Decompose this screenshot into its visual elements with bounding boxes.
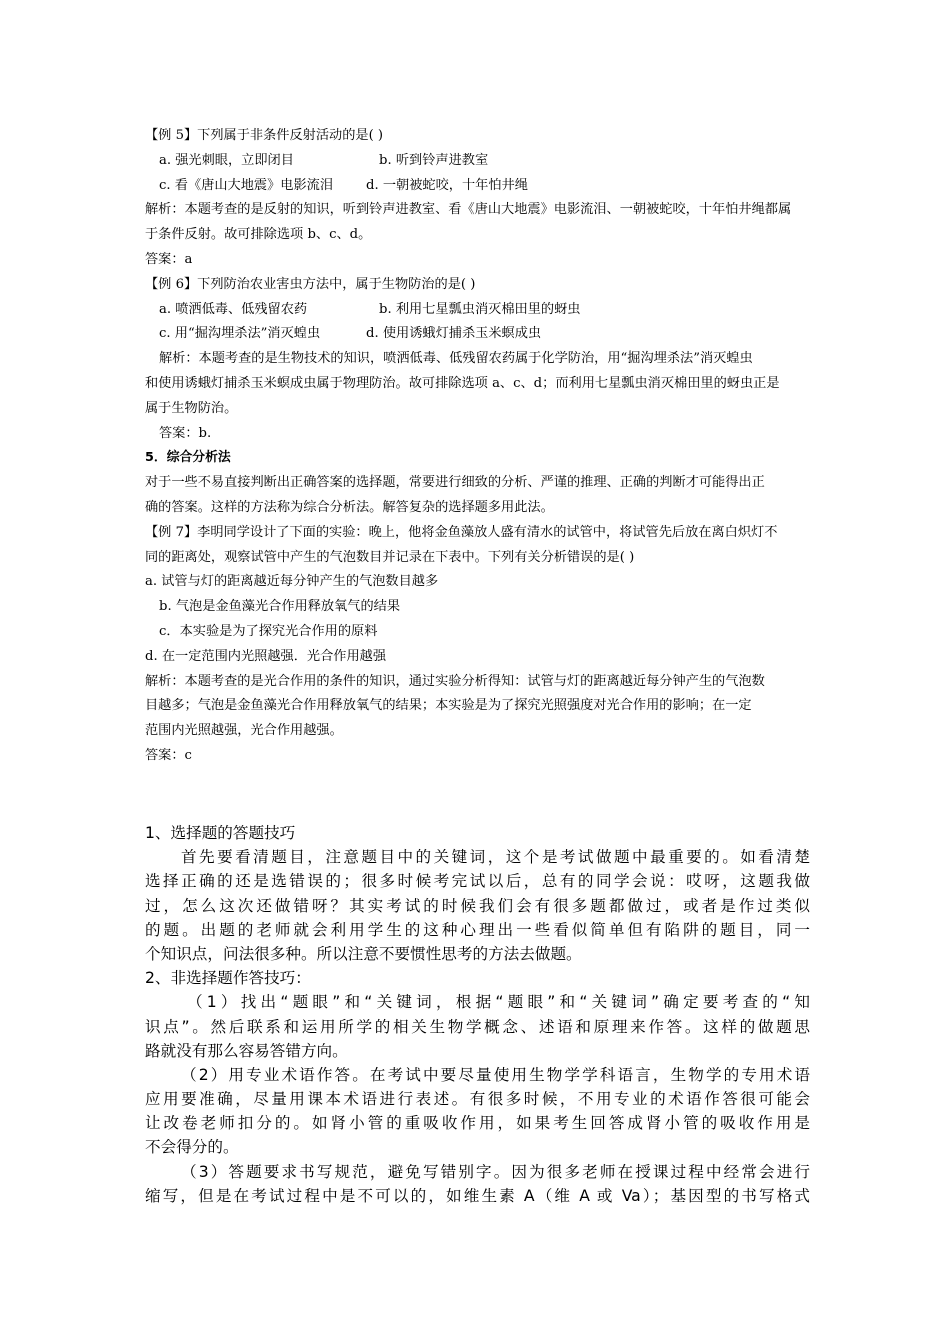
paragraph-line: 的题。出题的老师就会利用学生的这种心理出一些看似简单但有陷阱的题目，同一 <box>145 920 810 939</box>
example-5-option-b: b. 听到铃声进教室 <box>379 152 489 168</box>
example-5-analysis-line-2: 于条件反射。故可排除选项 b、c、d。 <box>145 227 372 243</box>
example-5-options-ab <box>145 149 810 174</box>
heading-multiple-choice-tips: 1、选择题的答题技巧 <box>145 824 296 842</box>
example-6-option-a: a. 喷洒低毒、低残留农药 <box>159 301 308 317</box>
tip-2-line: 应用要准确，尽量用课本术语进行表述。有很多时候，不用专业的术语作答很可能会 <box>145 1090 810 1109</box>
example-6-analysis-line-3: 属于生物防治。 <box>145 400 238 416</box>
example-6-options-ab <box>145 298 810 323</box>
example-5-option-c: c. 看《唐山大地震》电影流泪 <box>159 177 334 193</box>
tip-2-line: 让改卷老师扣分的。如肾小管的重吸收作用，如果考生回答成肾小管的吸收作用是 <box>145 1114 810 1133</box>
example-6-option-b: b. 利用七星瓢虫消灭棉田里的蚜虫 <box>379 301 581 317</box>
example-5-answer: 答案：a <box>145 251 193 267</box>
worked-examples-section <box>145 124 810 769</box>
method-5-text-line-2: 确的答案。这样的方法称为综合分析法。解答复杂的选择题多用此法。 <box>145 499 554 515</box>
heading-non-choice-tips: 2、非选择题作答技巧： <box>145 969 311 988</box>
example-7-option-b: b. 气泡是金鱼藻光合作用释放氧气的结果 <box>159 599 401 615</box>
example-7-option-a: a. 试管与灯的距离越近每分钟产生的气泡数目越多 <box>145 574 439 590</box>
example-6-analysis-line-2: 和使用诱蛾灯捕杀玉米螟成虫属于物理防治。故可排除选项 a、c、d；而利用七星瓢虫消灭棉田里的蚜虫正是 <box>145 375 780 391</box>
paragraph-line: 首先要看清题目，注意题目中的关键词，这个是考试做题中最重要的。如看清楚 <box>181 848 810 867</box>
tip-1-line: 路就没有那么容易答错方向。 <box>145 1041 348 1060</box>
example-5-analysis-line-1: 解析：本题考查的是反射的知识，听到铃声进教室、看《唐山大地震》电影流泪、一朝被蛇咬，十年怕井绳都属 <box>145 202 792 218</box>
method-5-heading: 5．综合分析法 <box>145 450 231 466</box>
example-5-options-cd <box>145 174 810 199</box>
example-6-options-cd <box>145 322 810 347</box>
example-7-option-c: c．本实验是为了探究光合作用的原料 <box>159 623 378 639</box>
tip-2-line: 不会得分的。 <box>145 1138 239 1157</box>
method-5-text-line-1: 对于一些不易直接判断出正确答案的选择题，常要进行细致的分析、严谨的推理、正确的判断才可能得出正 <box>145 475 765 491</box>
example-6-question: 【例 6】下列防治农业害虫方法中，属于生物防治的是( ) <box>145 276 476 292</box>
example-6-option-c: c. 用“掘沟埋杀法”消灭蝗虫 <box>159 326 321 342</box>
example-5-question: 【例 5】下列属于非条件反射活动的是( ) <box>145 128 384 143</box>
tip-3-line: （3）答题要求书写规范，避免写错别字。因为很多老师在授课过程中经常会进行 <box>181 1162 810 1181</box>
tip-1-line: 识点”。然后联系和运用所学的相关生物学概念、述语和原理来作答。这样的做题思 <box>145 1017 810 1036</box>
example-7-question-line-2: 同的距离处，观察试管中产生的气泡数目并记录在下表中。下列有关分析错误的是( ) <box>145 549 635 565</box>
example-7-analysis-line-1: 解析：本题考查的是光合作用的条件的知识，通过实验分析得知：试管与灯的距离越近每分钟产生的气泡数 <box>145 673 765 689</box>
paragraph-line: 选择正确的还是选错误的；很多时候考完试以后，总有的同学会说：哎呀，这题我做 <box>145 872 810 891</box>
example-7-option-d: d. 在一定范围内光照越强．光合作用越强 <box>145 648 387 664</box>
tip-1-line: （1）找出“题眼”和“关键词，根据“题眼”和“关键词”确定要考查的“知 <box>187 993 810 1012</box>
example-7-answer: 答案：c <box>145 747 192 763</box>
example-6-analysis-line-1: 解析：本题考查的是生物技术的知识，喷洒低毒、低残留农药属于化学防治，用“掘沟埋杀法”消灭蝗虫 <box>159 351 753 367</box>
paragraph-line: 过，怎么这次还做错呀？其实考试的时候我们会有很多题都做过，或者是作过类似 <box>145 896 810 915</box>
paragraph-line: 个知识点，问法很多种。所以注意不要惯性思考的方法去做题。 <box>145 944 582 963</box>
example-5-option-a: a. 强光刺眼，立即闭目 <box>159 152 294 168</box>
example-6-option-d: d. 使用诱蛾灯捕杀玉米螟成虫 <box>366 326 542 342</box>
example-6-answer: 答案：b. <box>159 425 212 441</box>
tip-2-line: （2）用专业术语作答。在考试中要尽量使用生物学学科语言，生物学的专用术语 <box>181 1065 810 1084</box>
example-7-question-line-1: 【例 7】李明同学设计了下面的实验：晚上，他将金鱼藻放人盛有清水的试管中，将试管先后放在离白炽灯不 <box>145 524 778 540</box>
tip-3-line: 缩写，但是在考试过程中是不可以的，如维生素 A（维 A 或 Va）；基因型的书写格式 <box>145 1186 810 1205</box>
example-5-option-d: d. 一朝被蛇咬，十年怕井绳 <box>366 177 528 193</box>
answering-tips-section <box>145 821 810 1208</box>
example-7-analysis-line-3: 范围内光照越强，光合作用越强。 <box>145 723 343 739</box>
example-7-analysis-line-2: 目越多；气泡是金鱼藻光合作用释放氧气的结果；本实验是为了探究光照强度对光合作用的影响；在一定 <box>145 698 752 714</box>
